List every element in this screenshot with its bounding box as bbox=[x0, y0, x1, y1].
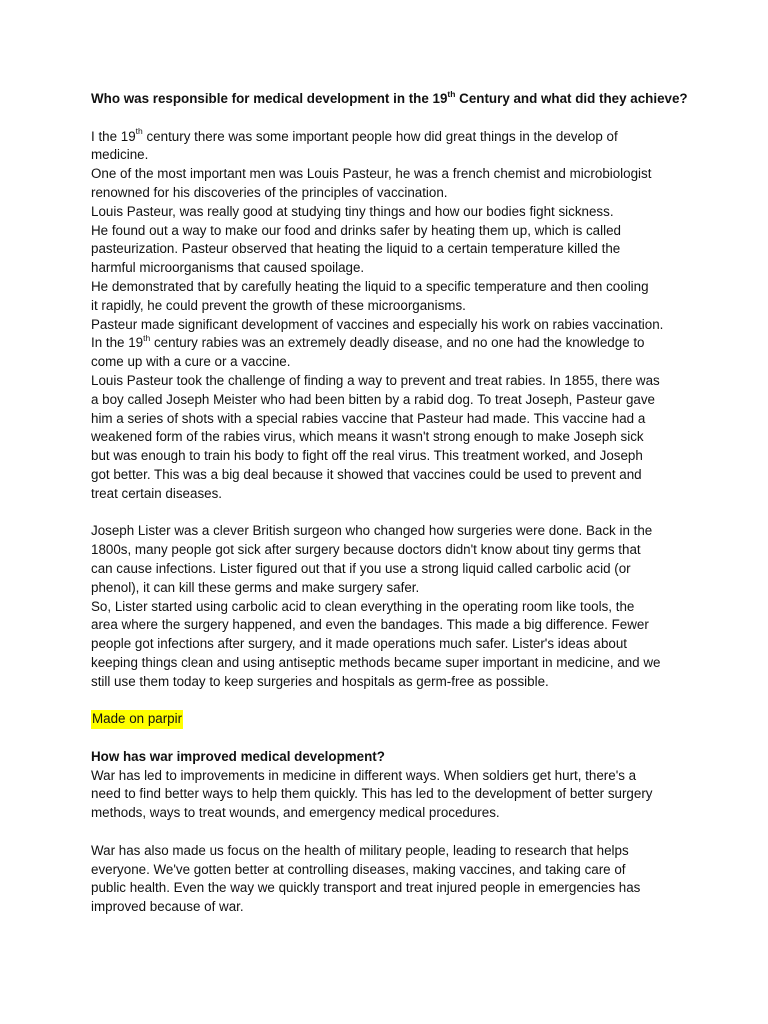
highlighted-note bbox=[91, 710, 691, 729]
line-text: In the 19 bbox=[91, 335, 144, 351]
highlighted-text: Made on parpir bbox=[91, 710, 183, 729]
paragraph-line: weakened form of the rabies virus, which means it wasn't strong enough to make Joseph sick bbox=[91, 429, 644, 445]
paragraph-line: public health. Even the way we quickly transport and treat injured people in emergencies has bbox=[91, 880, 641, 896]
paragraph-line: War has also made us focus on the health of military people, leading to research that helps bbox=[91, 842, 629, 858]
paragraph-line bbox=[91, 128, 691, 147]
line-text: I the 19 bbox=[91, 128, 136, 144]
lister-paragraph bbox=[91, 522, 691, 691]
paragraph-line: improved because of war. bbox=[91, 899, 244, 915]
document-title bbox=[91, 90, 691, 109]
superscript: th bbox=[143, 332, 151, 343]
paragraph-line: phenol), it can kill these germs and make surgery safer. bbox=[91, 579, 420, 595]
paragraph-line: He found out a way to make our food and drinks safer by heating them up, which is called bbox=[91, 222, 621, 238]
title-superscript: th bbox=[447, 88, 456, 99]
paragraph-line: Pasteur made significant development of vaccines and especially his work on rabies vaccination. bbox=[91, 316, 664, 332]
paragraph-line: keeping things clean and using antiseptic methods became super important in medicine, and we bbox=[91, 654, 661, 670]
title-text: Who was responsible for medical development in the 19 bbox=[91, 91, 448, 106]
blank-line bbox=[91, 109, 691, 128]
paragraph-line: but was enough to train his body to fight off the real virus. This treatment worked, and Joseph bbox=[91, 448, 643, 464]
blank-line bbox=[91, 692, 691, 711]
paragraph-line: need to find better ways to help them quickly. This has led to the development of better surgery bbox=[91, 786, 653, 802]
paragraph-line: still use them today to keep surgeries and hospitals as germ-free as possible. bbox=[91, 673, 549, 689]
paragraph-line: 1800s, many people got sick after surgery because doctors didn't know about tiny germs that bbox=[91, 542, 641, 558]
title-text-end: Century and what did they achieve? bbox=[455, 91, 688, 106]
paragraph-line: it rapidly, he could prevent the growth of these microorganisms. bbox=[91, 297, 466, 313]
paragraph-line: medicine. bbox=[91, 147, 149, 163]
paragraph-line: renowned for his discoveries of the principles of vaccination. bbox=[91, 184, 448, 200]
line-text: century rabies was an extremely deadly disease, and no one had the knowledge to bbox=[150, 335, 645, 351]
paragraph-line: treat certain diseases. bbox=[91, 485, 222, 501]
war-section bbox=[91, 748, 691, 917]
paragraph-line: a boy called Joseph Meister who had been bitten by a rabid dog. To treat Joseph, Pasteur gave bbox=[91, 391, 656, 407]
pasteur-paragraph bbox=[91, 128, 691, 504]
paragraph-line: him a series of shots with a special rabies vaccine that Pasteur had made. This vaccine had a bbox=[91, 410, 646, 426]
paragraph-line: come up with a cure or a vaccine. bbox=[91, 354, 291, 370]
paragraph-line: War has led to improvements in medicine in different ways. When soldiers get hurt, there's a bbox=[91, 767, 637, 783]
paragraph-line: So, Lister started using carbolic acid to clean everything in the operating room like tools, the bbox=[91, 598, 635, 614]
paragraph-line: people got infections after surgery, and it made operations much safer. Lister's ideas about bbox=[91, 636, 628, 652]
paragraph-line: methods, ways to treat wounds, and emergency medical procedures. bbox=[91, 805, 500, 821]
paragraph-line: Louis Pasteur, was really good at studying tiny things and how our bodies fight sickness. bbox=[91, 203, 614, 219]
paragraph-line: harmful microorganisms that caused spoilage. bbox=[91, 260, 365, 276]
blank-line bbox=[91, 729, 691, 748]
paragraph-line bbox=[91, 334, 691, 353]
paragraph-line: pasteurization. Pasteur observed that heating the liquid to a certain temperature killed the bbox=[91, 241, 621, 257]
line-text: century there was some important people how did great things in the develop of bbox=[142, 128, 618, 144]
paragraph-line: everyone. We've gotten better at controlling diseases, making vaccines, and taking care of bbox=[91, 861, 626, 877]
section-heading: How has war improved medical development? bbox=[91, 748, 385, 764]
paragraph-line: area where the surgery happened, and even the bandages. This made a big difference. Fewer bbox=[91, 617, 649, 633]
paragraph-line: He demonstrated that by carefully heating the liquid to a specific temperature and then cooling bbox=[91, 278, 649, 294]
paragraph-line: Louis Pasteur took the challenge of finding a way to prevent and treat rabies. In 1855, there was bbox=[91, 372, 660, 388]
paragraph-line: Joseph Lister was a clever British surgeon who changed how surgeries were done. Back in the bbox=[91, 523, 653, 539]
paragraph-line: can cause infections. Lister figured out that if you use a strong liquid called carbolic acid (or bbox=[91, 560, 631, 576]
blank-line bbox=[91, 823, 691, 842]
paragraph-line: One of the most important men was Louis Pasteur, he was a french chemist and microbiologist bbox=[91, 166, 652, 182]
superscript: th bbox=[135, 126, 143, 137]
paragraph-line: got better. This was a big deal because it showed that vaccines could be used to prevent and bbox=[91, 466, 642, 482]
document-page bbox=[91, 90, 691, 917]
blank-line bbox=[91, 504, 691, 523]
